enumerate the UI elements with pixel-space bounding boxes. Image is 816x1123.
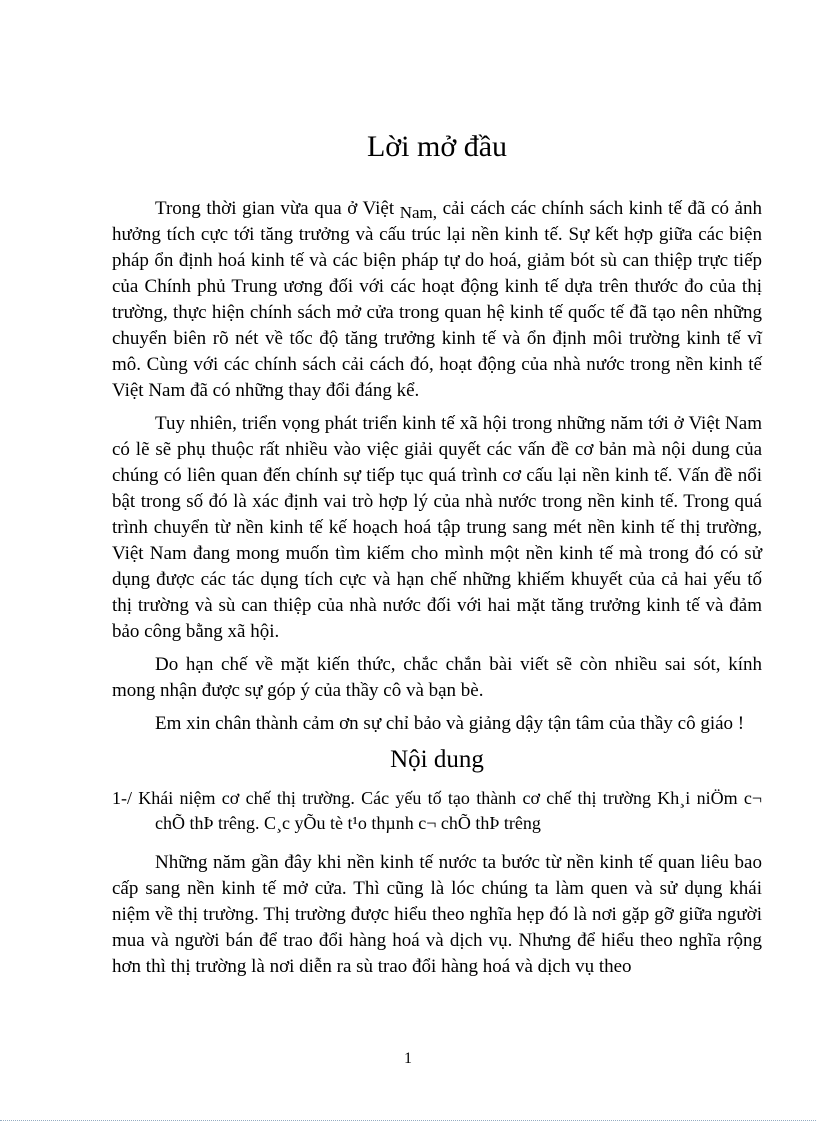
- text-block: [112, 128, 762, 980]
- section-title: Nội dung: [390, 746, 484, 773]
- paragraph-thanks: Em xin chân thành cảm ơn sự chỉ bảo và giảng dậy tận tâm của thầy cô giáo !: [155, 713, 745, 734]
- paragraph-intro-2: Tuy nhiên, triển vọng phát triển kinh tế xã hội trong những năm tới ở Việt Nam có lẽ sẽ phụ thuộc rất nhiều vào việc giải quyết các vấn đề cơ bản mà nội dung của chúng có liên quan đến chính sự tiếp tục quá trình cơ cấu lại nền kinh tế. Vấn đề nổi bật trong số đó là xác định vai trò hợp lý của nhà nước trong nền kinh tế. Trong quá trình chuyển từ nền kinh tế kế hoạch hoá tập trung sang mét nền kinh tế thị trường, Việt Nam đang mong muốn tìm kiếm cho mình một nền kinh tế mà trong đó có sử dụng được các tác dụng tích cực và hạn chế những khiếm khuyết của cả hai yếu tố thị trường và sù can thiệp của nhà nước đối với hai mặt tăng trưởng kinh tế và đảm bảo công bằng xã hội.: [112, 413, 762, 642]
- vietnam-lowered-text: Nam,: [399, 203, 437, 222]
- page-boundary-dotted-rule: [0, 1120, 816, 1121]
- paragraph-1-before-text: Trong thời gian vừa qua ở Việt: [155, 198, 400, 219]
- paragraph-intro-3: Do hạn chế về mặt kiến thức, chắc chắn bài viết sẽ còn nhiều sai sót, kính mong nhận được sự góp ý của thầy cô và bạn bè.: [112, 654, 762, 701]
- page-number: 1: [404, 1050, 412, 1067]
- paragraph-intro-1: [112, 196, 762, 404]
- section-1-heading: 1-/ Khái niệm cơ chế thị trường. Các yếu tố tạo thành cơ chế thị trường Kh¸i niÖm c¬ chÕ thÞ trêng. C¸c yÕu tè t¹o thµnh c¬ chÕ thÞ trêng: [112, 788, 762, 833]
- paragraph-body-1: Những năm gần đây khi nền kinh tế nước ta bước từ nền kinh tế quan liêu bao cấp sang nền kinh tế mở cửa. Thì cũng là lóc chúng ta làm quen và sử dụng khái niệm về thị trường. Thị trường được hiểu theo nghĩa hẹp đó là nơi gặp gỡ giữa người mua và người bán để trao đổi hàng hoá và dịch vụ. Nhưng để hiểu theo nghĩa rộng hơn thì thị trường là nơi diễn ra sù trao đổi hàng hoá và dịch vụ theo: [112, 852, 762, 977]
- page-title: Lời mở đầu: [366, 130, 508, 163]
- paragraph-1-after-text: cải cách các chính sách kinh tế đã có ảnh hưởng tích cực tới tăng trưởng và cấu trúc lại nền kinh tế. Sự kết hợp giữa các biện pháp ổn định hoá kinh tế và các biện pháp tự do hoá, giảm bót sù can thiệp trực tiếp của Chính phủ Trung ương đối với các hoạt động kinh tế dựa trên thước đo của thị trường, thực hiện chính sách mở cửa trong quan hệ kinh tế quốc tế đã tạo nên những chuyển biên rõ nét về tốc độ tăng trưởng kinh tế và ổn định môi trường kinh tế vĩ mô. Cùng với các chính sách cải cách đó, hoạt động của nhà nước trong nền kinh tế Việt Nam đã có những thay đổi đáng kể.: [112, 198, 762, 401]
